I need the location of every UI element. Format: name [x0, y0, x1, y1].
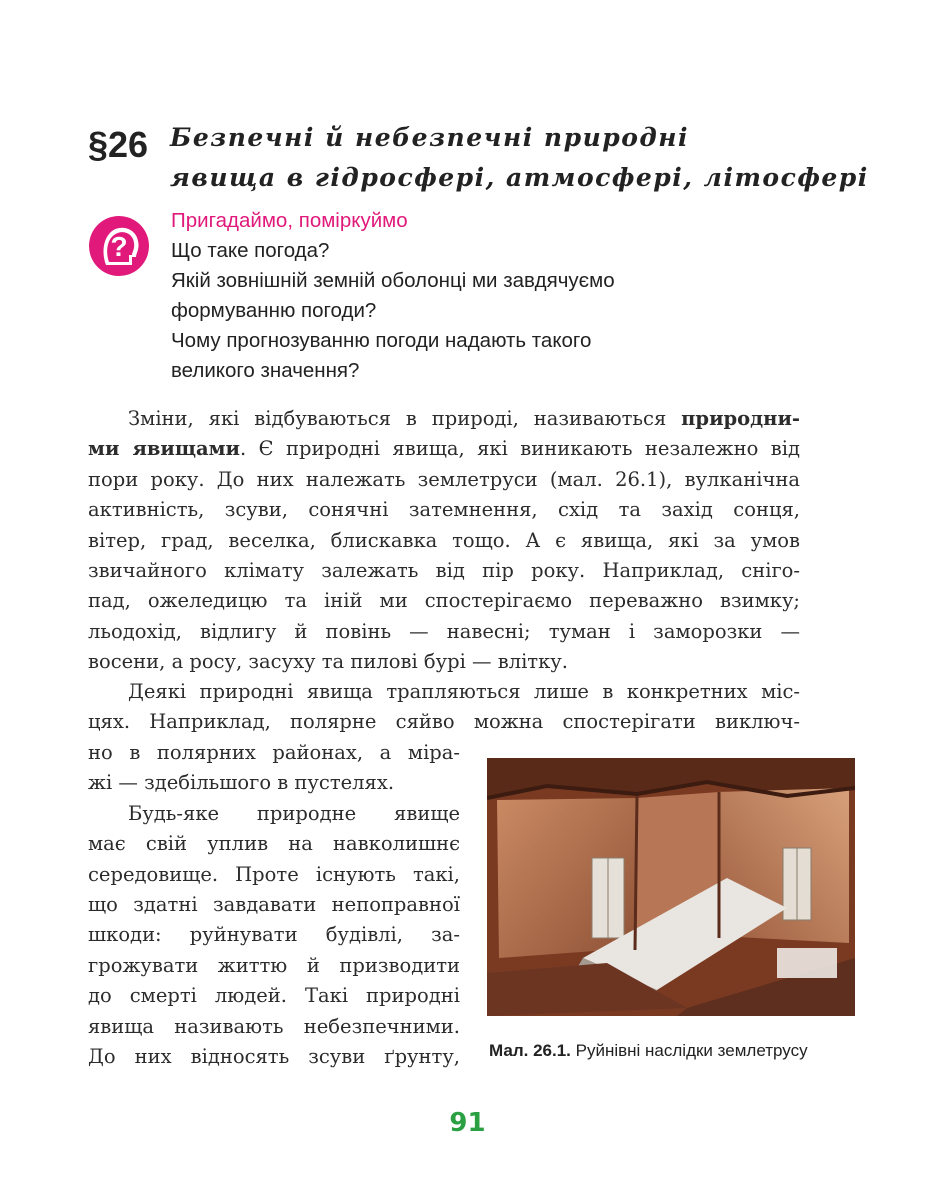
- section-title-line: Безпечні й небезпечні природні: [170, 123, 689, 152]
- paragraph-1: [88, 404, 800, 678]
- text-line: [88, 404, 800, 434]
- text-line: активність, зсуви, сонячні затемнення, схід та захід сонця,: [88, 498, 800, 522]
- section-title: [170, 118, 890, 198]
- text-line: льодохід, відлигу й повінь — навесні; туман і заморозки —: [88, 619, 800, 643]
- section-number: §26: [88, 124, 149, 165]
- recall-heading: Пригадаймо, поміркуймо: [171, 209, 408, 232]
- caption-text: Руйнівні наслідки землетрусу: [570, 1041, 808, 1060]
- recall-question: формуванню погоди?: [171, 299, 377, 322]
- text-line: но в полярних районах, а міра-: [88, 741, 460, 764]
- recall-question: Чому прогнозуванню погоди надають такого: [171, 329, 592, 352]
- text-line: пори року. До них належать землетруси (мал. 26.1), вулканічна: [88, 467, 800, 491]
- question-head-icon: [88, 215, 150, 277]
- recall-block: [171, 206, 691, 386]
- recall-question: великого значення?: [171, 359, 360, 382]
- text-line: Будь-яке природне явище: [128, 801, 460, 825]
- bold-term: природни-: [681, 407, 800, 430]
- text-line: Деякі природні явища трапляються лише в конкретних міс-: [128, 680, 800, 703]
- text-line: восени, а росу, засуху та пилові бурі — влітку.: [88, 650, 568, 674]
- text-line: має свій уплив на навколишнє: [88, 832, 460, 856]
- svg-text:?: ?: [110, 231, 128, 262]
- recall-question: Що таке погода?: [171, 239, 330, 262]
- figure-caption: [489, 1041, 869, 1061]
- text-line: до смерті людей. Такі природні: [88, 984, 460, 1008]
- page-number: 91: [449, 1108, 486, 1138]
- text-line: середовище. Проте існують такі,: [88, 862, 460, 886]
- section-title-line: явища в гідросфері, атмосфері, літосфері: [170, 163, 869, 192]
- recall-question: Якій зовнішній земній оболонці ми завдячуємо: [171, 269, 615, 292]
- text-line: грожувати життю й призводити: [88, 953, 460, 977]
- text-line: [88, 434, 800, 464]
- paragraph-2: [88, 677, 800, 738]
- text-line: пад, ожеледицю та іній ми спостерігаємо переважно взимку;: [88, 589, 800, 613]
- text-line: вітер, град, веселка, блискавка тощо. А є явища, які за умов: [88, 528, 800, 552]
- narrow-column-text: [88, 738, 460, 1072]
- text-line: цях. Наприклад, полярне сяйво можна спостерігати виключ-: [88, 710, 800, 734]
- text-line: звичайного клімату залежать від пір року. Наприклад, сніго-: [88, 559, 800, 583]
- text-span: Зміни, які відбуваються в природі, називаються: [128, 407, 682, 430]
- text-line: До них відносять зсуви ґрунту,: [88, 1045, 460, 1069]
- text-line: явища називають небезпечними.: [88, 1014, 460, 1038]
- bold-term: ми явищами: [88, 437, 241, 461]
- text-line: що здатні завдавати непоправної: [88, 893, 460, 917]
- text-line: шкоди: руйнувати будівлі, за-: [88, 923, 460, 947]
- text-span: . Є природні явища, які виникають незалежно від: [240, 437, 800, 461]
- caption-label: Мал. 26.1.: [489, 1041, 571, 1060]
- text-line: жі — здебільшого в пустелях.: [88, 771, 395, 795]
- earthquake-ruins-photo: [487, 758, 855, 1016]
